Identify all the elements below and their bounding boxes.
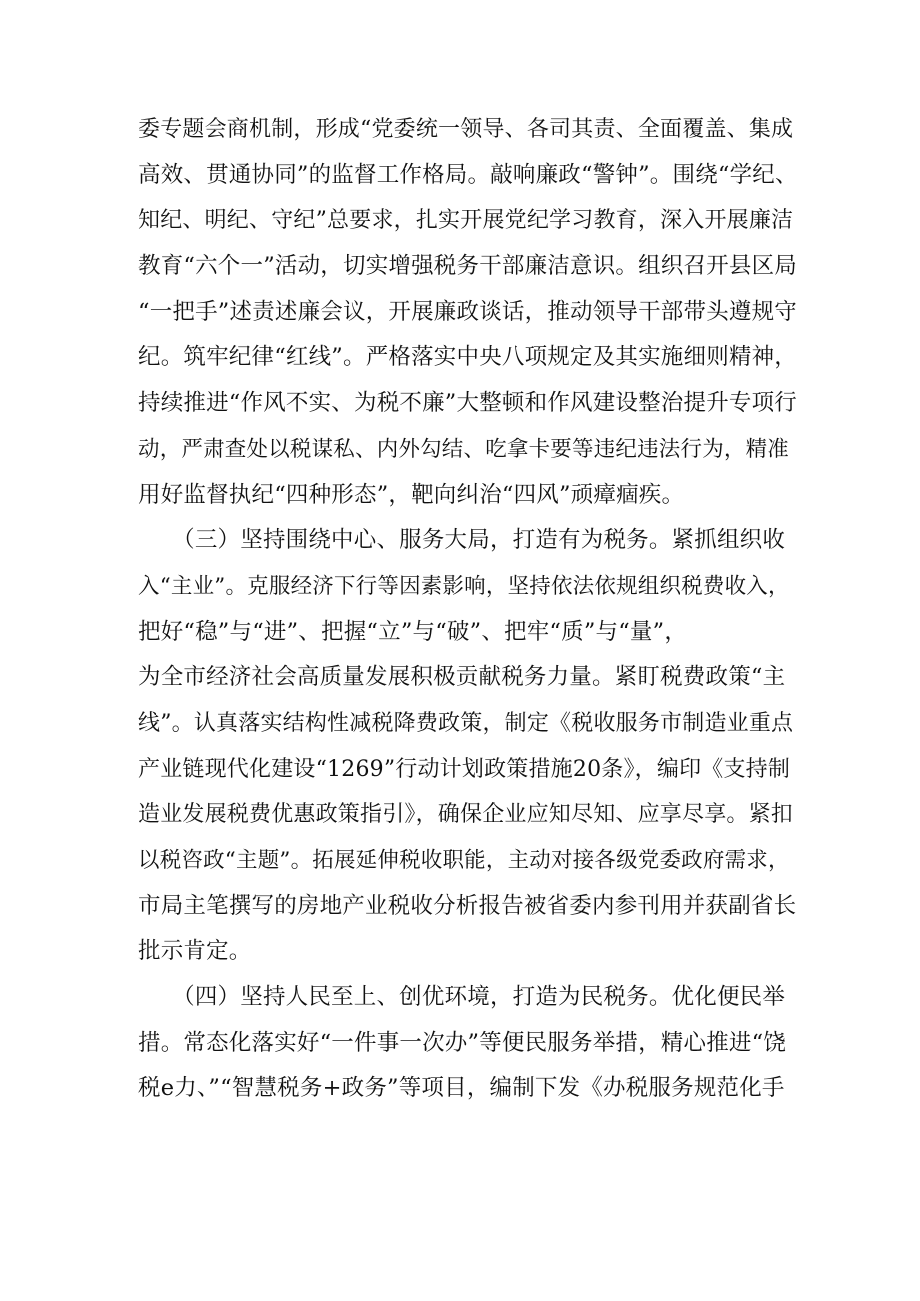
text-line: 造业发展税费优惠政策指引》，确保企业应知尽知、应享尽享。紧扣	[138, 802, 794, 828]
text-line: 批示肯定。	[138, 938, 252, 965]
text-line: 教育“六个一”活动，切实增强税务干部廉洁意识。组织召开县区局	[138, 253, 798, 280]
body-text	[138, 107, 798, 1112]
text-line: 以税咨政“主题”。拓展延伸税收职能，主动对接各级党委政府需求，	[138, 848, 790, 873]
text-line: 线”。认真落实结构性减税降费政策，制定《税收服务市制造业重点	[138, 710, 794, 736]
text-line: 用好监督执纪“四种形态”，靶向纠治“四风”顽瘴痼疾。	[138, 481, 685, 508]
text-line: 产业链现代化建设“1269”行动计划政策措施20条》，编印《支持制	[138, 756, 791, 782]
text-line: 市局主笔撰写的房地产业税收分析报告被省委内参刊用并获副省长	[138, 892, 797, 919]
text-line: 高效、贯通协同”的监督工作格局。敲响廉政“警钟”。围绕“学纪、	[138, 161, 798, 188]
text-line: 为全市经济社会高质量发展积极贡献税务力量。紧盯税费政策“主	[138, 664, 786, 691]
text-line: 把好“稳”与“进”、把握“立”与“破”、把牢“质”与“量”，	[138, 618, 688, 645]
paragraph-three-start: （三）坚持围绕中心、服务大局，打造有为税务。紧抓组织收	[138, 527, 786, 554]
text-line: 措。常态化落实好“一件事一次办”等便民服务举措，精心推进“饶	[138, 1029, 787, 1056]
text-line: 税e力、”“智慧税务+政务”等项目，编制下发《办税服务规范化手	[138, 1075, 785, 1102]
text-line: 动，严肃查处以税谋私、内外勾结、吃拿卡要等违纪违法行为，精准	[138, 436, 790, 462]
text-line: 持续推进“作风不实、为税不廉”大整顿和作风建设整治提升专项行	[138, 390, 798, 417]
text-line: 委专题会商机制，形成“党委统一领导、各司其责、全面覆盖、集成	[138, 117, 794, 142]
text-line: “一把手”述责述廉会议，开展廉政谈话，推动领导干部带头遵规守	[138, 298, 798, 325]
text-line: 纪。筑牢纪律“红线”。严格落实中央八项规定及其实施细则精神，	[138, 344, 798, 371]
text-line: 入“主业”。克服经济下行等因素影响，坚持依法依规组织税费收入，	[138, 573, 790, 599]
text-line: 知纪、明纪、守纪”总要求，扎实开展党纪学习教育，深入开展廉洁	[138, 208, 794, 234]
paragraph-four-start: （四）坚持人民至上、创优环境，打造为民税务。优化便民举	[138, 984, 786, 1011]
